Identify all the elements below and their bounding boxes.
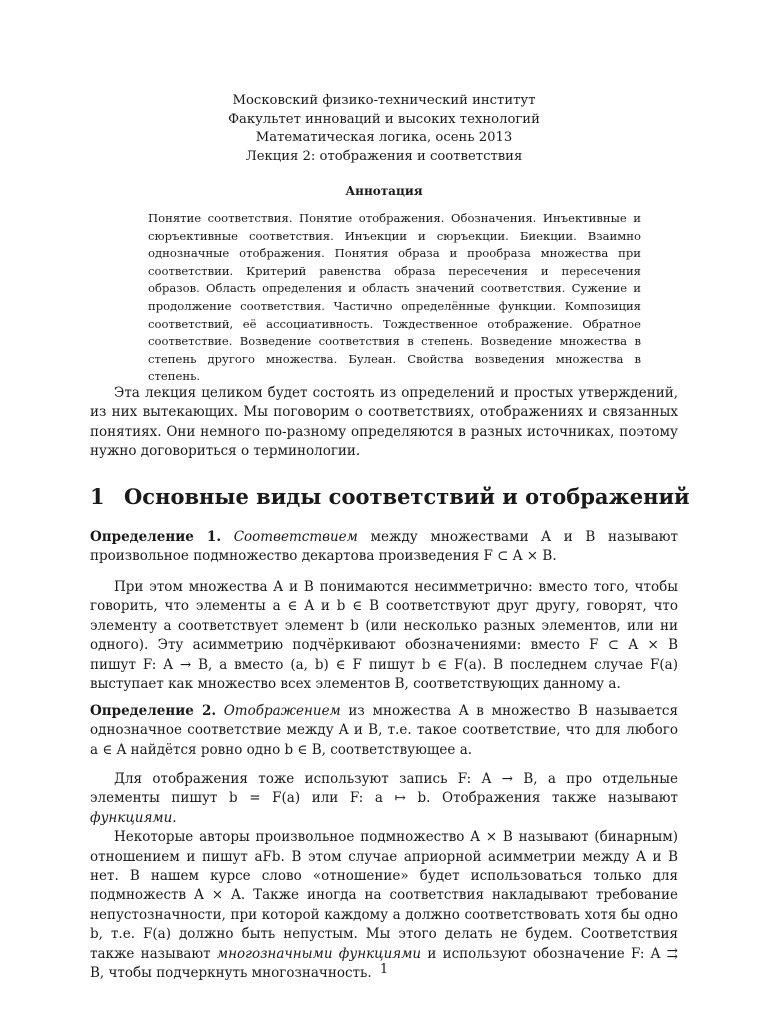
definition-2 [90,702,678,760]
abstract-title: Аннотация [345,184,423,198]
definition-1-text: между множествами A и B называют произвольное подмножество декартова произведения F ⊂ A × B. [90,529,678,565]
paragraph-2-text: Для отображения тоже используют запись F: A → B, а про отдельные элементы пишут b = F(a) или F: a ↦ b. Отображения также называют [90,771,678,807]
definition-2-text: из множества A в множество B называется однозначное соответствие между A и B, т.е. такое соответствие, что для любого a ∈ A найдётся ровно одно b ∈ B, соответствующее a. [90,703,678,758]
intro-paragraph: Эта лекция целиком будет состоять из определений и простых утверждений, из них вытекающих. Мы поговорим о соответствиях, отображениях и связанных понятиях. Они немного по-разному определяются в разных источниках, поэтому нужно договориться о терминологии. [90,385,678,460]
definition-1-label: Определение 1. [90,529,222,545]
section-heading [90,484,690,509]
paragraph-3-text: Некоторые авторы произвольное подмножество A × B называют (бинарным) отношением и пишут aFb. В этом случае априорной асимметрии между A и B нет. В нашем курсе слово «отношение» будет использоваться только для подмножеств A × A. Также иногда на соответствия накладывают требование непустозначности, при которой каждому a должно соответствовать хотя бы одно b, т.е. F(a) должно быть непустым. Мы этого делать не будем. Соответствия также называют [90,829,678,962]
definition-2-label: Определение 2. [90,703,217,719]
definition-1-term: Соответствием [233,529,358,545]
functions-term: функциями [90,809,173,826]
multivalued-functions-term: многозначными функциями [216,945,422,962]
section-title: Основные виды соответствий и отображений [124,484,690,509]
course-name: Математическая логика, осень 2013 [255,130,513,146]
paragraph-1-block [90,578,678,694]
section-number: 1 [90,484,105,509]
paragraph-2-block [90,770,678,983]
faculty-name: Факультет инноваций и высоких технологий [228,111,540,127]
abstract-text: Понятие соответствия. Понятие отображения. Обозначения. Инъективные и сюръективные соответствия. Инъекции и сюръекции. Биекции. Взаимно однозначные отображения. Понятия образа и прообраза множества при соответствии. Критерий равенства образа пересечения и пересечения образов. Область определения и область значений соответствия. Сужение и продолжение соответствия. Частично определённые функции. Композиция соответствий, её ассоциативность. Тождественное отображение. Обратное соответствие. Возведение соответствия в степень. Возведение множества в степень другого множества. Булеан. Свойства возведения множества в степень. [148,211,641,384]
institute-name: Московский физико-технический институт [232,93,536,108]
header-block [0,92,768,166]
paragraph-2 [90,770,678,828]
paragraph-2-end: . [172,809,177,826]
page-number: 1 [379,962,389,977]
abstract-block [148,210,641,386]
definition-2-term: Отображением [223,703,341,719]
paragraph-1: При этом множества A и B понимаются несимметрично: вместо того, чтобы говорить, что элементы a ∈ A и b ∈ B соответствуют друг другу, говорят, что элементу a соответствует элемент b (или несколько разных элементов, или ни одного). Эту асимметрию подчёркивают обозначениями: вместо F ⊂ A × B пишут F: A → B, а вместо (a, b) ∈ F пишут b ∈ F(a). В последнем случае F(a) выступает как множество всех элементов B, соответствующих данному a. [90,579,678,693]
lecture-title: Лекция 2: отображения и соответствия [245,148,523,164]
intro-block [90,384,678,462]
definition-1 [90,528,678,567]
paragraph-3 [90,828,678,983]
paragraph-3-end: и используют обозначение F: A ⇉ B, чтобы подчеркнуть многозначность. [90,945,678,982]
